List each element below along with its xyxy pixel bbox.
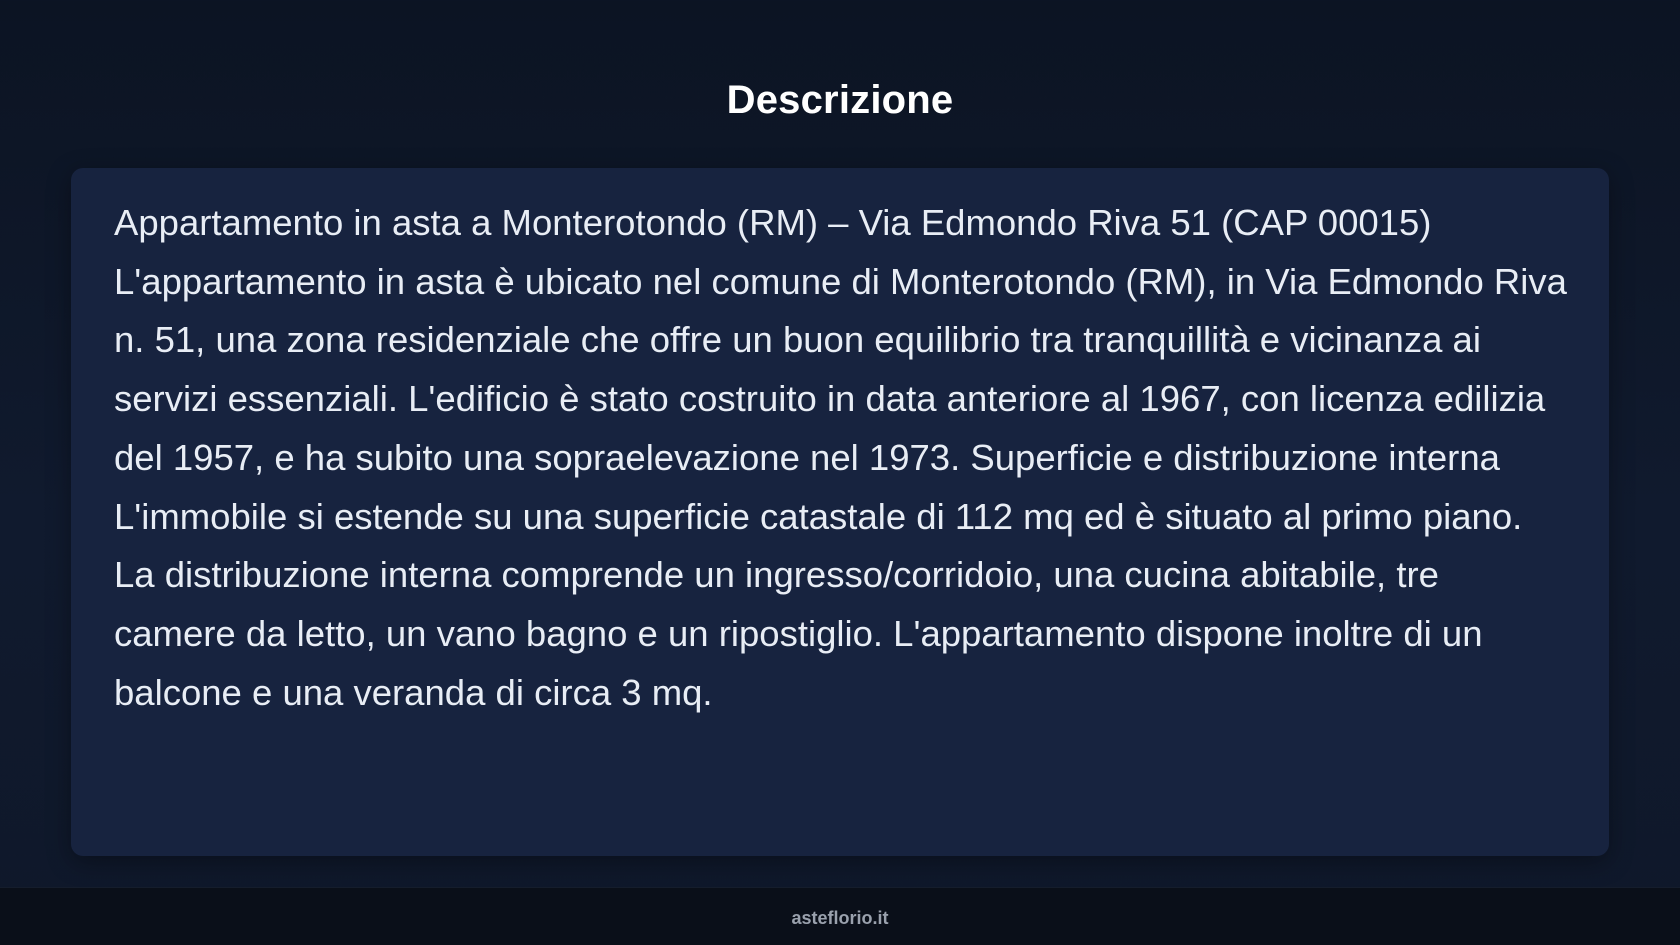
footer bbox=[0, 887, 1680, 945]
page-title: Descrizione bbox=[726, 78, 954, 122]
description-text: Appartamento in asta a Monterotondo (RM) – Via Edmondo Riva 51 (CAP 00015) L'appartamento in asta è ubicato nel comune di Monterotondo (RM), in Via Edmondo Riva n. 51, una zona residenziale che offre un buon equilibrio tra tranquillità e vicinanza ai servizi essenziali. L'edificio è stato costruito in data anteriore al 1967, con licenza edilizia del 1957, e ha subito una sopraelevazione nel 1973. Superficie e distribuzione interna L'immobile si estende su una superficie catastale di 112 mq ed è situato al primo piano. La distribuzione interna comprende un ingresso/corridoio, una cucina abitabile, tre camere da letto, un vano bagno e un ripostiglio. L'appartamento dispone inoltre di un balcone e una veranda di circa 3 mq. bbox=[114, 202, 1567, 713]
description-card bbox=[71, 168, 1609, 856]
footer-site-link[interactable]: asteflorio.it bbox=[791, 908, 889, 928]
